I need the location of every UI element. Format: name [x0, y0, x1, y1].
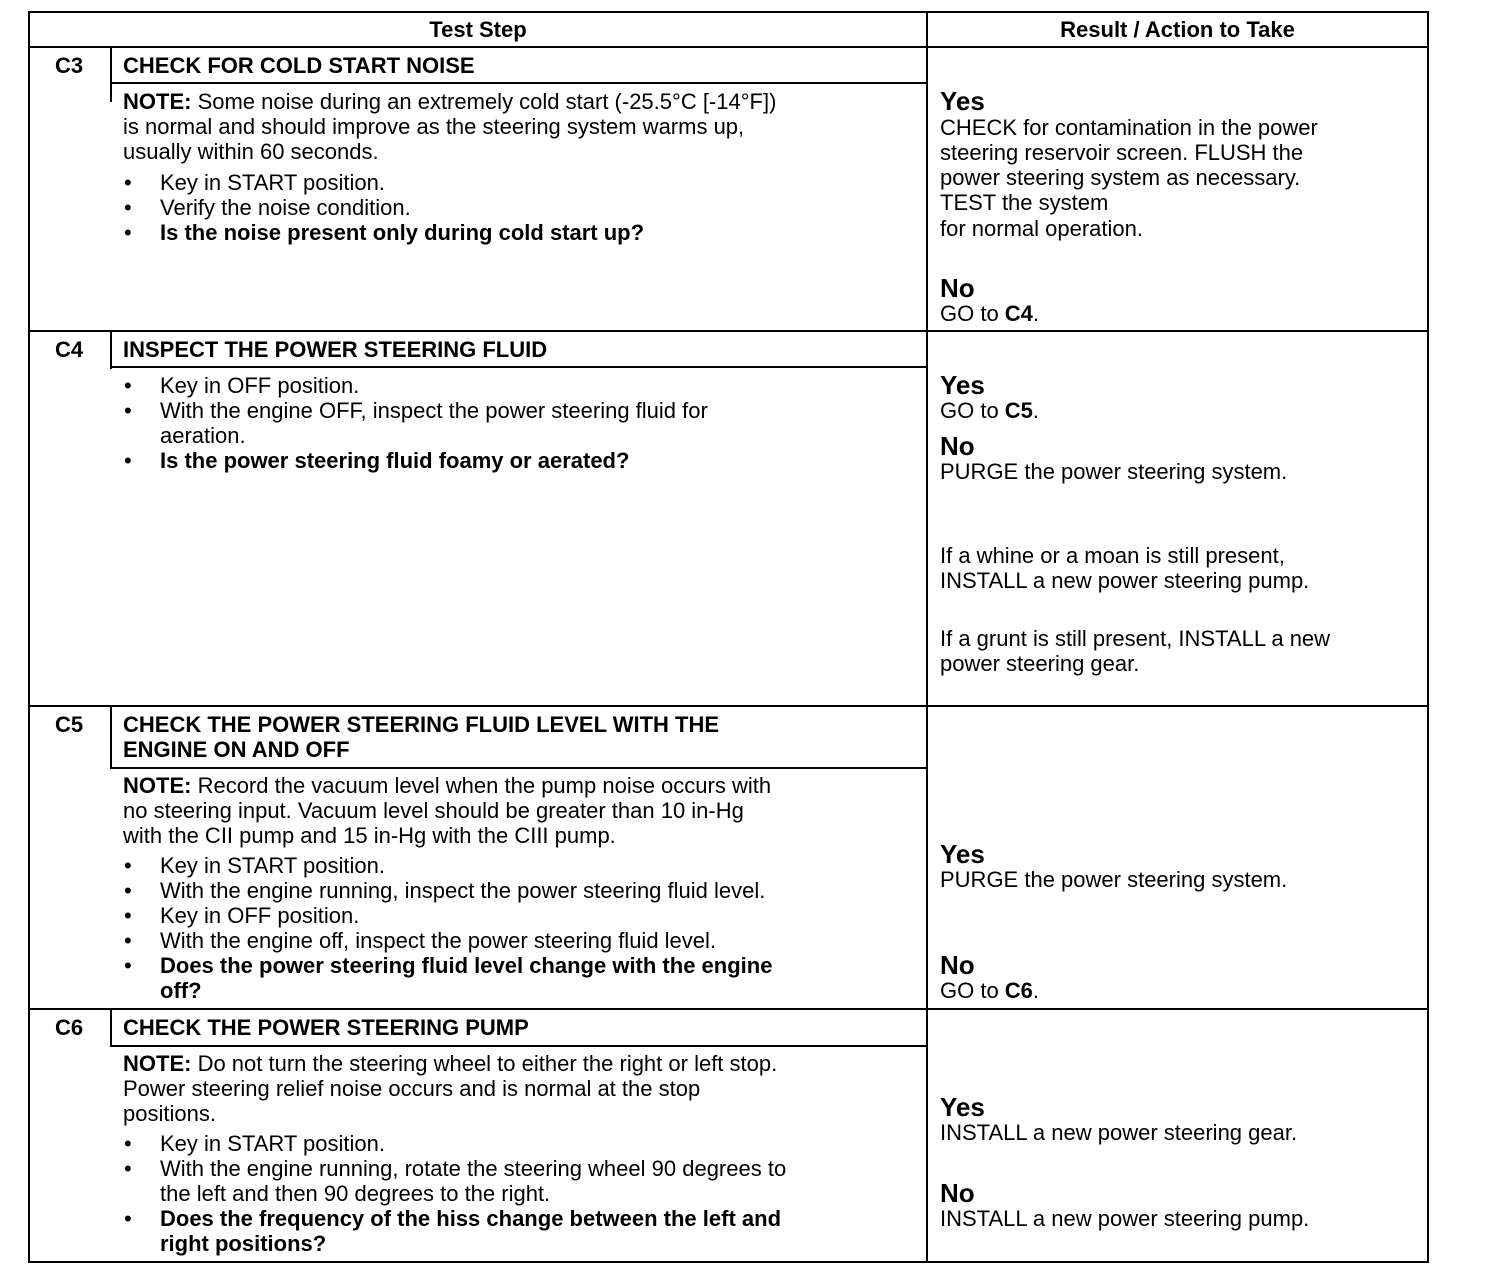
bullet-text: Verify the noise condition.: [160, 195, 411, 220]
bullet: •: [124, 398, 132, 423]
bullet-text: With the engine off, inspect the power steering fluid level.: [160, 928, 717, 953]
step-title: CHECK THE POWER STEERING PUMP: [123, 1015, 529, 1040]
no-action: PURGE the power steering system.: [940, 459, 1288, 484]
bullet-text: Key in OFF position.: [160, 903, 360, 928]
step-note-line: Power steering relief noise occurs and is normal at the stop: [123, 1076, 701, 1101]
header-rule: [28, 46, 1429, 48]
no-label: No: [940, 273, 975, 303]
bullet-text: Key in START position.: [160, 1131, 385, 1156]
bullet-text: Key in OFF position.: [160, 373, 360, 398]
bullet-text: With the engine OFF, inspect the power steering fluid for: [160, 398, 708, 423]
step-note-line: positions.: [123, 1101, 216, 1126]
step-id: C5: [54, 712, 84, 737]
bullet: •: [124, 195, 132, 220]
bullet-question: Is the power steering fluid foamy or aerated?: [160, 448, 630, 473]
yes-action: INSTALL a new power steering gear.: [940, 1120, 1298, 1145]
yes-action: GO to C5.: [940, 398, 1040, 423]
step-note: NOTE: Record the vacuum level when the pump noise occurs with: [123, 773, 772, 798]
step-note-line: with the CII pump and 15 in-Hg with the CIII pump.: [123, 823, 616, 848]
bullet: •: [124, 903, 132, 928]
bullet: •: [124, 170, 132, 195]
yes-action: PURGE the power steering system.: [940, 867, 1288, 892]
bullet: •: [124, 928, 132, 953]
additional-note: power steering gear.: [940, 651, 1140, 676]
bullet: •: [124, 1206, 132, 1231]
no-action: GO to C4.: [940, 301, 1040, 326]
yes-label: Yes: [940, 370, 985, 400]
no-action: INSTALL a new power steering pump.: [940, 1206, 1310, 1231]
bullet-text: aeration.: [160, 423, 246, 448]
row-rule: [28, 330, 1429, 332]
step-note-line: usually within 60 seconds.: [123, 139, 379, 164]
step-id-divider: [110, 331, 112, 369]
step-title: ENGINE ON AND OFF: [123, 737, 350, 762]
header-test-step: Test Step: [429, 17, 527, 42]
bullet-question: Does the frequency of the hiss change between the left and: [160, 1206, 782, 1231]
yes-label: Yes: [940, 839, 985, 869]
title-rule: [110, 767, 928, 769]
additional-note: If a whine or a moan is still present,: [940, 543, 1285, 568]
bullet: •: [124, 220, 132, 245]
title-rule: [110, 1045, 928, 1047]
step-note-line: no steering input. Vacuum level should be greater than 10 in-Hg: [123, 798, 744, 823]
bullet: •: [124, 878, 132, 903]
step-note: NOTE: Some noise during an extremely cold start (-25.5°C [-14°F]): [123, 89, 777, 114]
step-id-divider: [110, 1009, 112, 1047]
yes-action: for normal operation.: [940, 216, 1143, 241]
step-title: CHECK FOR COLD START NOISE: [123, 53, 475, 78]
yes-label: Yes: [940, 86, 985, 116]
bullet-question: right positions?: [160, 1231, 327, 1256]
bullet-question: off?: [160, 978, 202, 1003]
no-label: No: [940, 950, 975, 980]
bullet: •: [124, 1131, 132, 1156]
step-id: C3: [54, 53, 84, 78]
step-title: CHECK THE POWER STEERING FLUID LEVEL WITH THE: [123, 712, 720, 737]
row-rule: [28, 1008, 1429, 1010]
bullet-question: Is the noise present only during cold start up?: [160, 220, 645, 245]
no-label: No: [940, 1178, 975, 1208]
step-id: C6: [54, 1015, 84, 1040]
bullet-text: With the engine running, rotate the steering wheel 90 degrees to: [160, 1156, 787, 1181]
bullet: •: [124, 373, 132, 398]
no-action: GO to C6.: [940, 978, 1040, 1003]
bullet-text: Key in START position.: [160, 853, 385, 878]
bullet: •: [124, 1156, 132, 1181]
bullet-text: the left and then 90 degrees to the right.: [160, 1181, 551, 1206]
yes-label: Yes: [940, 1092, 985, 1122]
bullet-question: Does the power steering fluid level change with the engine: [160, 953, 773, 978]
row-rule: [28, 705, 1429, 707]
yes-action: steering reservoir screen. FLUSH the: [940, 140, 1304, 165]
step-note: NOTE: Do not turn the steering wheel to either the right or left stop.: [123, 1051, 778, 1076]
step-id-divider: [110, 47, 112, 102]
yes-action: TEST the system: [940, 190, 1109, 215]
step-id-divider: [110, 706, 112, 769]
step-title: INSPECT THE POWER STEERING FLUID: [123, 337, 548, 362]
bullet: •: [124, 953, 132, 978]
step-note-line: is normal and should improve as the steering system warms up,: [123, 114, 745, 139]
result-column-divider: [926, 11, 928, 1263]
title-rule: [110, 82, 928, 84]
header-result: Result / Action to Take: [1060, 17, 1295, 42]
bullet-text: With the engine running, inspect the power steering fluid level.: [160, 878, 766, 903]
step-id: C4: [54, 337, 84, 362]
yes-action: power steering system as necessary.: [940, 165, 1301, 190]
bullet: •: [124, 853, 132, 878]
no-label: No: [940, 431, 975, 461]
additional-note: INSTALL a new power steering pump.: [940, 568, 1310, 593]
yes-action: CHECK for contamination in the power: [940, 115, 1318, 140]
title-rule: [110, 366, 928, 368]
additional-note: If a grunt is still present, INSTALL a new: [940, 626, 1331, 651]
bullet-text: Key in START position.: [160, 170, 385, 195]
bullet: •: [124, 448, 132, 473]
